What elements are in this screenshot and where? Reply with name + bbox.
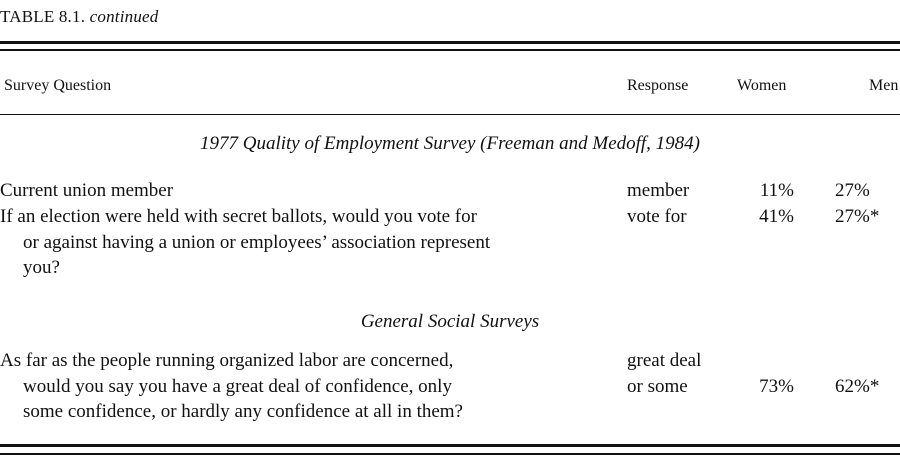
table-continued-label: continued [89, 7, 159, 26]
men-percent-cell: 27% [835, 180, 870, 201]
women-percent-cell: 41% [759, 206, 794, 227]
column-header-women: Women [737, 77, 787, 94]
header-rule [0, 114, 900, 115]
table-number: TABLE 8.1. [0, 7, 86, 26]
section-title: 1977 Quality of Employment Survey (Freeman and Medoff, 1984) [199, 133, 701, 154]
women-percent-cell: 11% [759, 180, 794, 201]
bottom-rule-thick [0, 444, 900, 447]
bottom-rule-thin [0, 453, 900, 455]
top-rule-thin [0, 49, 900, 51]
question-line: some confidence, or hardly any confidence at all in them? [23, 401, 463, 422]
question-line: If an election were held with secret ballots, would you vote for [0, 206, 477, 227]
question-text [0, 348, 620, 425]
column-header-men: Men [869, 77, 899, 94]
top-rule-thick [0, 41, 900, 44]
question-line: you? [23, 257, 60, 278]
question-line: As far as the people running organized labor are concerned, [0, 350, 454, 371]
men-percent-cell: 27%* [835, 206, 880, 227]
column-header-response: Response [627, 77, 689, 94]
response-cell: or some [627, 376, 688, 397]
response-cell: vote for [627, 206, 687, 227]
men-percent-cell: 62%* [835, 376, 880, 397]
response-cell: member [627, 180, 690, 201]
table-caption [0, 7, 158, 27]
response-cell: great deal [627, 350, 702, 371]
section-title: General Social Surveys [360, 311, 540, 332]
women-percent-cell: 73% [759, 376, 794, 397]
question-text [0, 204, 620, 281]
question-line: would you say you have a great deal of confidence, only [23, 375, 452, 397]
question-text: Current union member [0, 180, 174, 201]
question-line: or against having a union or employees’ association represent [23, 231, 491, 253]
column-header-question: Survey Question [4, 77, 112, 94]
